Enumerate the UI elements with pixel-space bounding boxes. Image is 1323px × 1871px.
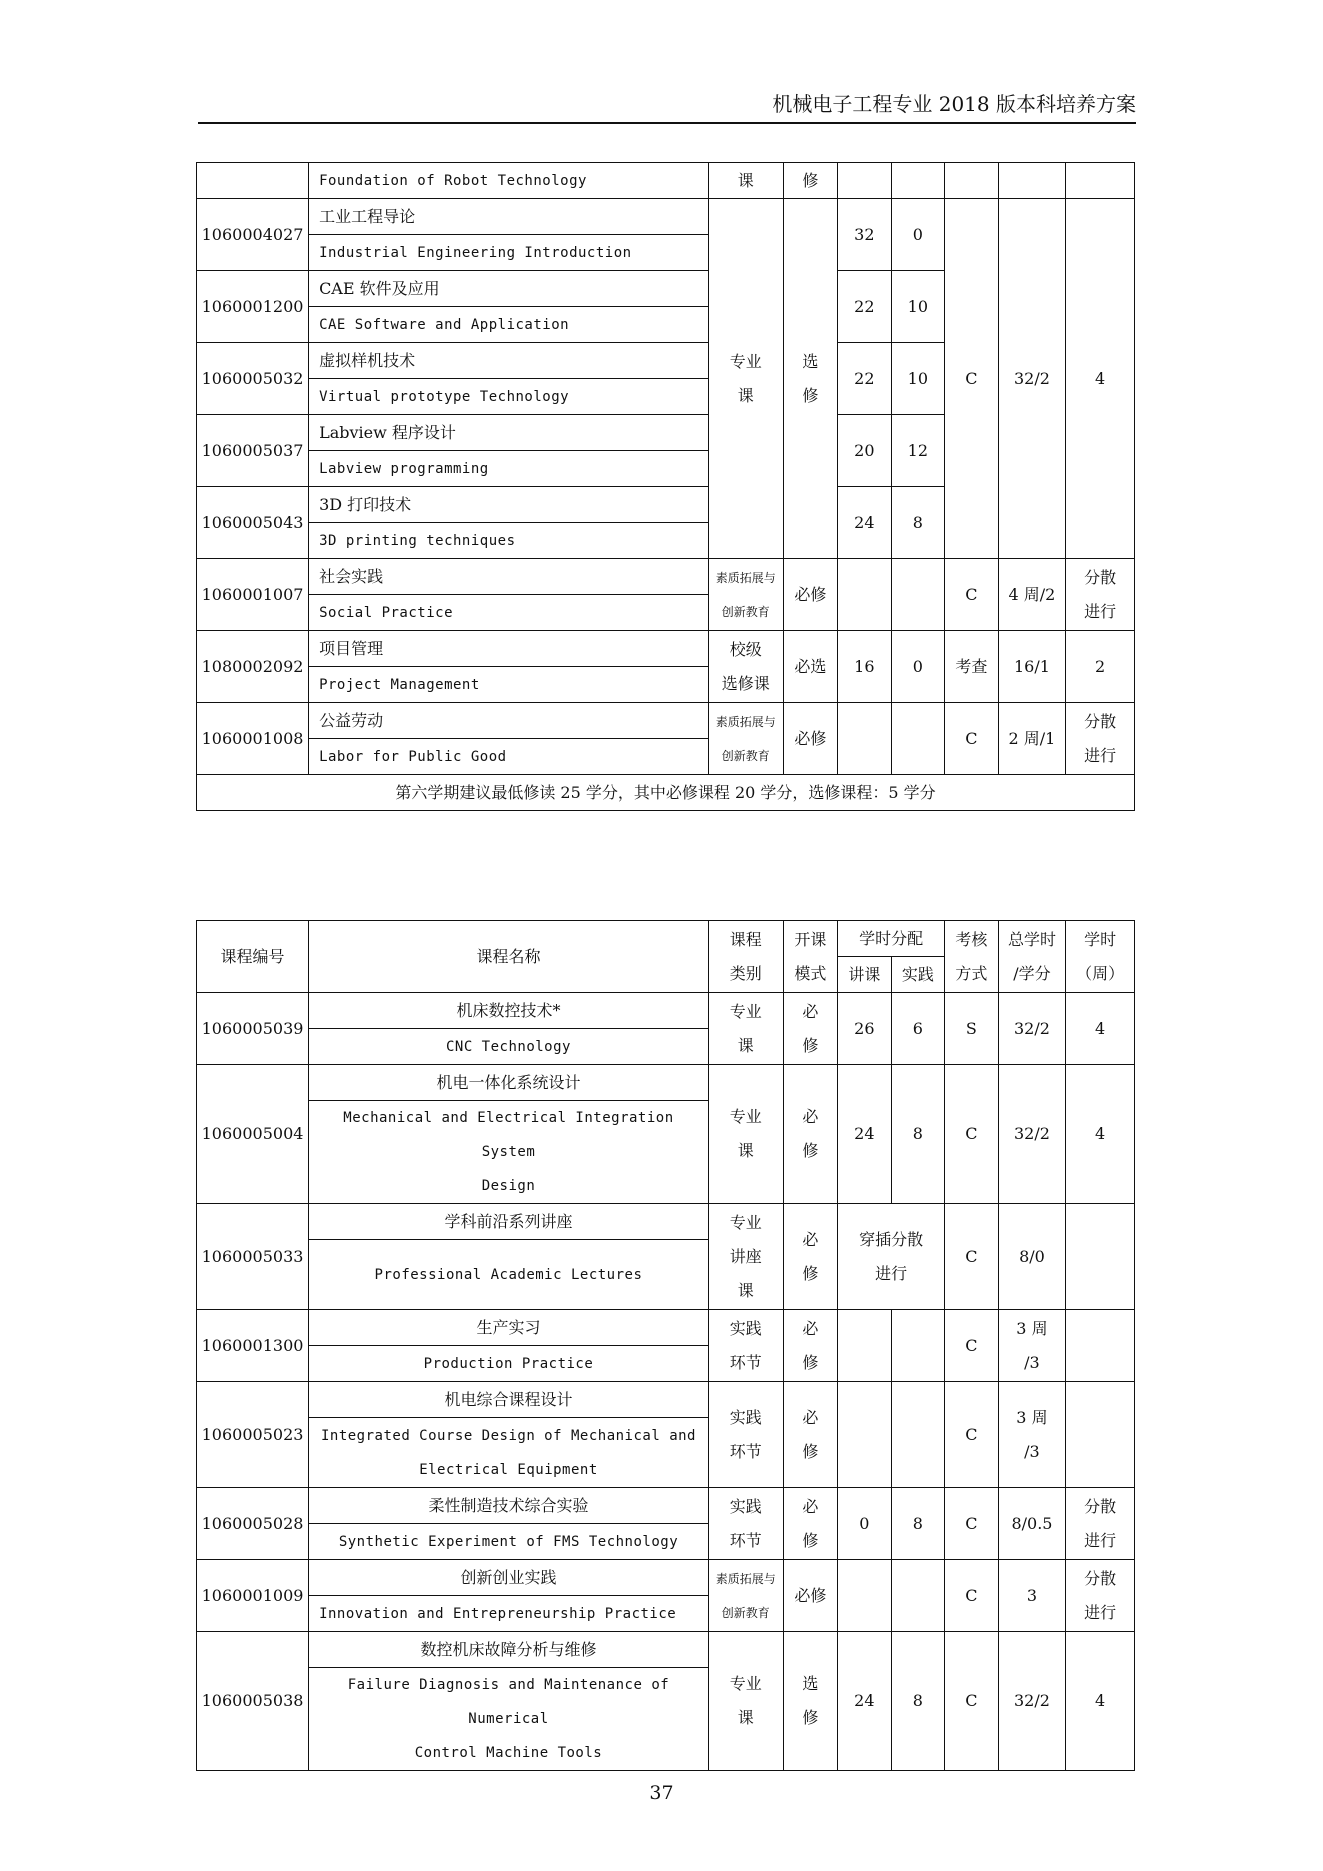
course-type: 实践 环节 <box>708 1488 783 1560</box>
exam-method: C <box>945 1382 999 1488</box>
practice-hours <box>891 1560 945 1632</box>
empty-cell <box>891 163 945 199</box>
lecture-hours: 24 <box>838 487 892 559</box>
practice-hours: 0 <box>891 199 945 271</box>
exam-method: C <box>945 1488 999 1560</box>
weekly-hours <box>1066 1204 1135 1310</box>
course-name-cn: Labview 程序设计 <box>309 415 709 451</box>
weekly-hours: 4 <box>1066 1632 1135 1771</box>
weekly-hours: 2 <box>1066 631 1135 703</box>
course-mode: 修 <box>783 163 838 199</box>
course-code: 1060001009 <box>197 1560 309 1632</box>
empty-cell <box>998 163 1066 199</box>
course-type: 专业 讲座 课 <box>708 1204 783 1310</box>
lecture-hours: 22 <box>838 343 892 415</box>
course-name-cn: 3D 打印技术 <box>309 487 709 523</box>
practice-hours <box>891 1310 945 1382</box>
weekly-hours: 4 <box>1066 993 1135 1065</box>
course-mode: 必修 <box>783 1560 838 1632</box>
course-type: 课 <box>708 163 783 199</box>
course-mode: 必修 <box>783 703 838 775</box>
weekly-hours: 4 <box>1066 1065 1135 1204</box>
course-type: 素质拓展与 创新教育 <box>708 559 783 631</box>
header-practice: 实践 <box>891 957 945 993</box>
empty-cell <box>945 163 999 199</box>
header-total-hours: 总学时 /学分 <box>998 921 1066 993</box>
lecture-hours <box>838 1382 892 1488</box>
practice-hours: 8 <box>891 487 945 559</box>
course-type: 实践 环节 <box>708 1310 783 1382</box>
course-name-cn: 机电综合课程设计 <box>309 1382 709 1418</box>
hours-interspersed: 穿插分散 进行 <box>838 1204 945 1310</box>
course-code: 1060001008 <box>197 703 309 775</box>
course-name-cn: 虚拟样机技术 <box>309 343 709 379</box>
total-hours-credits: 2 周/1 <box>998 703 1066 775</box>
lecture-hours <box>838 1310 892 1382</box>
exam-method: C <box>945 1560 999 1632</box>
course-name-cn: 机电一体化系统设计 <box>309 1065 709 1101</box>
course-type: 专业 课 <box>708 1065 783 1204</box>
total-hours-credits: 32/2 <box>998 993 1066 1065</box>
lecture-hours: 16 <box>838 631 892 703</box>
course-mode: 必 修 <box>783 1310 838 1382</box>
course-name-en: Industrial Engineering Introduction <box>309 235 709 271</box>
course-mode: 必选 <box>783 631 838 703</box>
course-name-cn: 生产实习 <box>309 1310 709 1346</box>
practice-hours: 8 <box>891 1632 945 1771</box>
course-name-en: Foundation of Robot Technology <box>309 163 709 199</box>
lecture-hours: 26 <box>838 993 892 1065</box>
empty-cell <box>838 163 892 199</box>
course-type: 素质拓展与 创新教育 <box>708 703 783 775</box>
practice-hours: 10 <box>891 343 945 415</box>
header-weekly-hours: 学时 （周） <box>1066 921 1135 993</box>
total-hours-credits: 3 周 /3 <box>998 1382 1066 1488</box>
exam-method: C <box>945 1204 999 1310</box>
course-code: 1060005043 <box>197 487 309 559</box>
lecture-hours <box>838 1560 892 1632</box>
course-name-cn: 创新创业实践 <box>309 1560 709 1596</box>
practice-hours: 12 <box>891 415 945 487</box>
lecture-hours: 0 <box>838 1488 892 1560</box>
exam-method: C <box>945 1310 999 1382</box>
course-type: 专业 课 <box>708 199 783 559</box>
course-name-cn: 公益劳动 <box>309 703 709 739</box>
page-header <box>198 90 1136 124</box>
course-code: 1060001200 <box>197 271 309 343</box>
exam-method: C <box>945 703 999 775</box>
course-type: 实践 环节 <box>708 1382 783 1488</box>
lecture-hours: 20 <box>838 415 892 487</box>
course-name-en: Labview programming <box>309 451 709 487</box>
header-course-name: 课程名称 <box>309 921 709 993</box>
course-mode: 必 修 <box>783 993 838 1065</box>
course-name-en: Labor for Public Good <box>309 739 709 775</box>
course-name-en: Failure Diagnosis and Maintenance of Numerical Control Machine Tools <box>309 1668 709 1771</box>
course-mode: 选 修 <box>783 199 838 559</box>
course-name-en: Professional Academic Lectures <box>309 1240 709 1310</box>
course-type: 专业 课 <box>708 1632 783 1771</box>
course-name-en: Mechanical and Electrical Integration System Design <box>309 1101 709 1204</box>
course-name-en: Virtual prototype Technology <box>309 379 709 415</box>
weekly-hours: 分散 进行 <box>1066 703 1135 775</box>
exam-method: C <box>945 1632 999 1771</box>
total-hours-credits: 32/2 <box>998 1632 1066 1771</box>
course-type: 专业 课 <box>708 993 783 1065</box>
course-name-en: Production Practice <box>309 1346 709 1382</box>
course-code: 1060005004 <box>197 1065 309 1204</box>
total-hours-credits: 16/1 <box>998 631 1066 703</box>
total-hours-credits: 8/0 <box>998 1204 1066 1310</box>
header-exam-method: 考核 方式 <box>945 921 999 993</box>
exam-method: S <box>945 993 999 1065</box>
course-mode: 必 修 <box>783 1065 838 1204</box>
course-name-en: Synthetic Experiment of FMS Technology <box>309 1524 709 1560</box>
course-type: 校级 选修课 <box>708 631 783 703</box>
header-course-code: 课程编号 <box>197 921 309 993</box>
practice-hours <box>891 703 945 775</box>
course-code: 1060005028 <box>197 1488 309 1560</box>
lecture-hours: 24 <box>838 1065 892 1204</box>
exam-method: 考查 <box>945 631 999 703</box>
exam-method: C <box>945 1065 999 1204</box>
practice-hours: 6 <box>891 993 945 1065</box>
total-hours-credits: 3 周 /3 <box>998 1310 1066 1382</box>
course-name-cn: 机床数控技术* <box>309 993 709 1029</box>
course-table <box>196 920 1135 1771</box>
exam-method: C <box>945 199 999 559</box>
course-name-en: 3D printing techniques <box>309 523 709 559</box>
total-hours-credits: 4 周/2 <box>998 559 1066 631</box>
course-name-cn: 项目管理 <box>309 631 709 667</box>
practice-hours: 8 <box>891 1488 945 1560</box>
practice-hours: 0 <box>891 631 945 703</box>
course-name-cn: 学科前沿系列讲座 <box>309 1204 709 1240</box>
course-name-cn: CAE 软件及应用 <box>309 271 709 307</box>
course-code: 1060005039 <box>197 993 309 1065</box>
course-code: 1060001007 <box>197 559 309 631</box>
course-code: 1060005038 <box>197 1632 309 1771</box>
course-name-cn: 工业工程导论 <box>309 199 709 235</box>
exam-method: C <box>945 559 999 631</box>
empty-cell <box>1066 163 1135 199</box>
course-code: 1060005023 <box>197 1382 309 1488</box>
semester-credit-note: 第六学期建议最低修读 25 学分，其中必修课程 20 学分，选修课程：5 学分 <box>197 775 1135 811</box>
course-code: 1060004027 <box>197 199 309 271</box>
weekly-hours <box>1066 1310 1135 1382</box>
total-hours-credits: 8/0.5 <box>998 1488 1066 1560</box>
lecture-hours: 22 <box>838 271 892 343</box>
total-hours-credits: 32/2 <box>998 1065 1066 1204</box>
weekly-hours: 分散 进行 <box>1066 1560 1135 1632</box>
course-name-cn: 柔性制造技术综合实验 <box>309 1488 709 1524</box>
course-name-en: Social Practice <box>309 595 709 631</box>
course-code: 1060005032 <box>197 343 309 415</box>
lecture-hours: 24 <box>838 1632 892 1771</box>
course-name-en: CNC Technology <box>309 1029 709 1065</box>
course-type: 素质拓展与 创新教育 <box>708 1560 783 1632</box>
course-name-en: CAE Software and Application <box>309 307 709 343</box>
practice-hours <box>891 559 945 631</box>
course-name-en: Project Management <box>309 667 709 703</box>
header-course-type: 课程 类别 <box>708 921 783 993</box>
practice-hours <box>891 1382 945 1488</box>
lecture-hours: 32 <box>838 199 892 271</box>
total-hours-credits: 3 <box>998 1560 1066 1632</box>
course-code: 1060005037 <box>197 415 309 487</box>
course-mode: 必 修 <box>783 1382 838 1488</box>
page-number: 37 <box>649 1782 674 1804</box>
course-mode: 选 修 <box>783 1632 838 1771</box>
lecture-hours <box>838 703 892 775</box>
empty-cell <box>197 163 309 199</box>
course-mode: 必 修 <box>783 1204 838 1310</box>
course-name-en: Integrated Course Design of Mechanical and Electrical Equipment <box>309 1418 709 1488</box>
weekly-hours <box>1066 1382 1135 1488</box>
course-code: 1060005033 <box>197 1204 309 1310</box>
course-name-cn: 社会实践 <box>309 559 709 595</box>
header-title: 机械电子工程专业 2018 版本科培养方案 <box>772 92 1136 116</box>
weekly-hours: 4 <box>1066 199 1135 559</box>
lecture-hours <box>838 559 892 631</box>
course-table-continued <box>196 162 1135 811</box>
header-lecture: 讲课 <box>838 957 892 993</box>
course-mode: 必修 <box>783 559 838 631</box>
course-name-en: Innovation and Entrepreneurship Practice <box>309 1596 709 1632</box>
course-code: 1080002092 <box>197 631 309 703</box>
course-name-cn: 数控机床故障分析与维修 <box>309 1632 709 1668</box>
header-hours-distribution: 学时分配 <box>838 921 945 957</box>
course-mode: 必 修 <box>783 1488 838 1560</box>
weekly-hours: 分散 进行 <box>1066 1488 1135 1560</box>
practice-hours: 8 <box>891 1065 945 1204</box>
total-hours-credits: 32/2 <box>998 199 1066 559</box>
header-course-mode: 开课 模式 <box>783 921 838 993</box>
weekly-hours: 分散 进行 <box>1066 559 1135 631</box>
course-code: 1060001300 <box>197 1310 309 1382</box>
practice-hours: 10 <box>891 271 945 343</box>
